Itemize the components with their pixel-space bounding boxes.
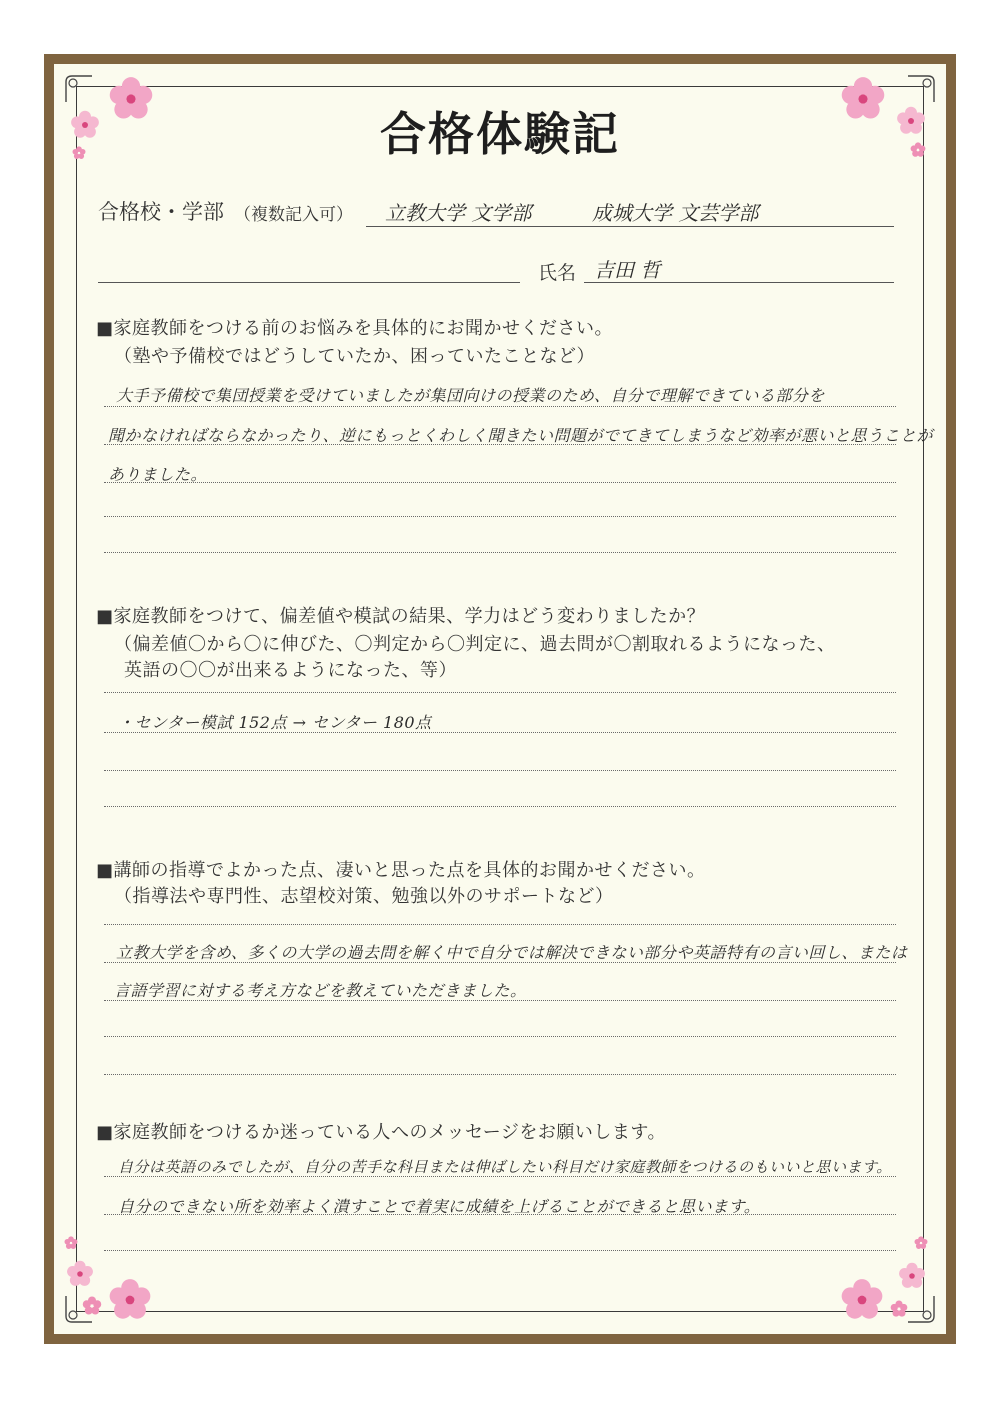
- cherry-blossom-icon: [66, 1260, 94, 1288]
- ruled-line: [104, 552, 896, 553]
- ruled-line: [104, 1250, 896, 1251]
- ruled-line: [104, 806, 896, 807]
- question-1-title: ■家庭教師をつける前のお悩みを具体的にお聞かせください。: [96, 318, 614, 339]
- school-underline: [366, 226, 894, 227]
- ruled-line: [104, 1214, 896, 1215]
- blank-underline: [98, 282, 520, 283]
- cherry-blossom-icon: [108, 1278, 152, 1322]
- ruled-line: [104, 770, 896, 771]
- ruled-line: [104, 482, 896, 483]
- question-2-note-2: 英語の〇〇が出来るようになった、等）: [124, 660, 457, 681]
- cherry-blossom-icon: [840, 1278, 884, 1322]
- answer-1-line-1: 大手予備校で集団授業を受けていましたが集団向けの授業のため、自分で理解できている部分を: [116, 386, 825, 405]
- ruled-line: [104, 406, 896, 407]
- question-2-title: ■家庭教師をつけて、偏差値や模試の結果、学力はどう変わりましたか？: [96, 606, 706, 627]
- school-entry-2: 成城大学 文芸学部: [592, 201, 759, 225]
- ruled-line: [104, 1074, 896, 1075]
- ruled-line: [104, 924, 896, 925]
- name-label: 氏名: [538, 262, 577, 284]
- question-2-note-1: （偏差値〇から〇に伸びた、〇判定から〇判定に、過去問が〇割取れるようになった、: [114, 634, 836, 655]
- answer-1-line-2: 聞かなければならなかったり、逆にもっとくわしく聞きたい問題がでてきてしまうなど効率が悪いと思うことが: [108, 426, 934, 445]
- cherry-blossom-icon: [82, 1296, 102, 1316]
- answer-1-line-3: ありました。: [108, 465, 208, 484]
- ruled-line: [104, 692, 896, 693]
- ruled-line: [104, 1036, 896, 1037]
- answer-4-line-1: 自分は英語のみでしたが、自分の苦手な科目または伸ばしたい科目だけ家庭教師をつけるのもいいと思います。: [118, 1158, 892, 1176]
- cherry-blossom-icon: [914, 1236, 928, 1250]
- cherry-blossom-icon: [890, 1300, 908, 1318]
- ruled-line: [104, 1176, 896, 1177]
- ruled-line: [104, 516, 896, 517]
- ruled-line: [104, 1000, 896, 1001]
- page-frame: [44, 54, 956, 1344]
- question-1-note: （塾や予備校ではどうしていたか、困っていたことなど）: [114, 346, 595, 367]
- ruled-line: [104, 444, 896, 445]
- school-entry-1: 立教大学 文学部: [385, 201, 532, 225]
- answer-3-line-2: 言語学習に対する考え方などを教えていただきました。: [114, 981, 527, 1000]
- school-label: 合格校・学部: [98, 200, 224, 224]
- name-value: 吉田 哲: [594, 258, 661, 282]
- answer-4-line-2: 自分のできない所を効率よく潰すことで着実に成績を上げることができると思います。: [118, 1197, 761, 1216]
- cherry-blossom-icon: [898, 1262, 926, 1290]
- corner-ornament-icon: [906, 1294, 936, 1324]
- question-3-title: ■講師の指導でよかった点、凄いと思った点を具体的お聞かせください。: [96, 860, 706, 881]
- school-note: （複数記入可）: [234, 205, 353, 225]
- page-title: 合格体験記: [380, 107, 620, 161]
- cherry-blossom-icon: [64, 1236, 78, 1250]
- ruled-line: [104, 962, 896, 963]
- question-3-note: （指導法や専門性、志望校対策、勉強以外のサポートなど）: [114, 886, 614, 907]
- name-underline: [584, 282, 894, 283]
- answer-3-line-1: 立教大学を含め、多くの大学の過去問を解く中で自分では解決できない部分や英語特有の言い回し、または: [116, 943, 908, 962]
- question-4-title: ■家庭教師をつけるか迷っている人へのメッセージをお願いします。: [96, 1122, 666, 1143]
- ruled-line: [104, 732, 896, 733]
- answer-2-line-1: ・センター模試 152点 → センター 180点: [118, 713, 432, 732]
